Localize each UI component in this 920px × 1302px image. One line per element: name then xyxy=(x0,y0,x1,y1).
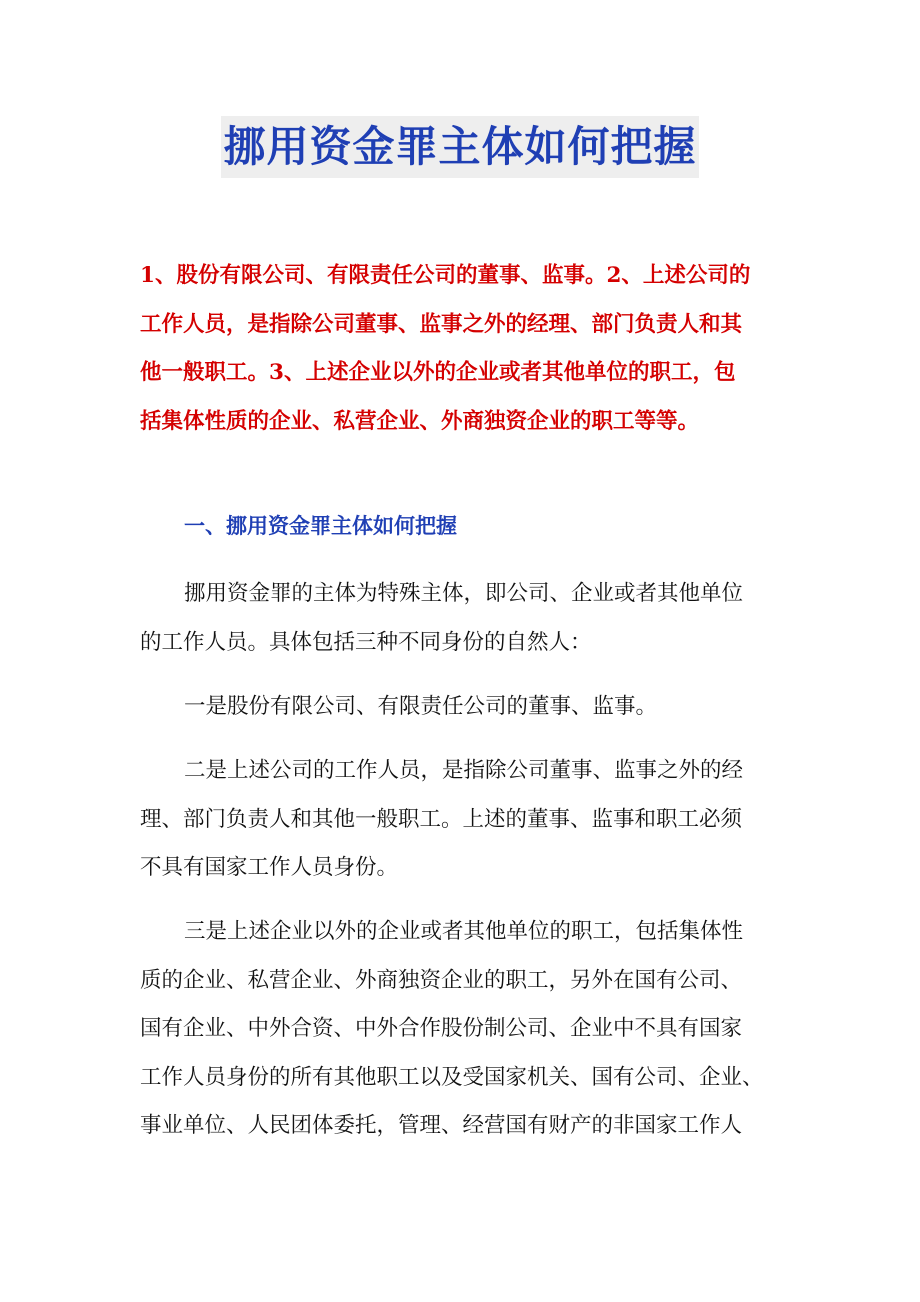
paragraph-3 xyxy=(140,747,782,893)
paragraph-text xyxy=(140,570,782,667)
summary-line: 工作人员，是指除公司董事、监事之外的经理、部门负责人和其 xyxy=(140,311,743,337)
title-container xyxy=(0,116,920,178)
paragraph-line: 不具有国家工作人员身份。 xyxy=(140,855,399,880)
paragraph-line: 挪用资金罪的主体为特殊主体，即公司、企业或者其他单位 xyxy=(184,581,744,606)
paragraph-text xyxy=(140,747,782,893)
paragraph-line: 三是上述企业以外的企业或者其他单位的职工，包括集体性 xyxy=(184,919,744,944)
paragraph-2 xyxy=(140,683,782,732)
paragraph-1 xyxy=(140,570,782,667)
summary-line: 1、股份有限公司、有限责任公司的董事、监事。2、上述公司的 xyxy=(140,263,751,288)
paragraph-text xyxy=(140,908,782,1151)
summary-line: 他一般职工。3、上述企业以外的企业或者其他单位的职工，包 xyxy=(140,360,736,385)
paragraph-text xyxy=(140,683,782,732)
paragraph-line: 二是上述公司的工作人员，是指除公司董事、监事之外的经 xyxy=(184,758,744,783)
summary-line: 括集体性质的企业、私营企业、外商独资企业的职工等等。 xyxy=(140,408,700,434)
paragraph-line: 一是股份有限公司、有限责任公司的董事、监事。 xyxy=(184,694,658,719)
paragraph-line: 工作人员身份的所有其他职工以及受国家机关、国有公司、企业、 xyxy=(140,1064,764,1090)
paragraph-line: 国有企业、中外合资、中外合作股份制公司、企业中不具有国家 xyxy=(140,1016,743,1041)
paragraph-line: 事业单位、人民团体委托，管理、经营国有财产的非国家工作人 xyxy=(140,1113,743,1138)
summary-block xyxy=(140,252,782,446)
section-heading: 一、挪用资金罪主体如何把握 xyxy=(184,514,457,538)
paragraph-line: 的工作人员。具体包括三种不同身份的自然人： xyxy=(140,629,592,655)
document-title: 挪用资金罪主体如何把握 xyxy=(221,116,698,178)
paragraph-4 xyxy=(140,908,782,1151)
paragraph-line: 质的企业、私营企业、外商独资企业的职工，另外在国有公司、 xyxy=(140,967,743,993)
paragraph-line: 理、部门负责人和其他一般职工。上述的董事、监事和职工必须 xyxy=(140,806,743,832)
